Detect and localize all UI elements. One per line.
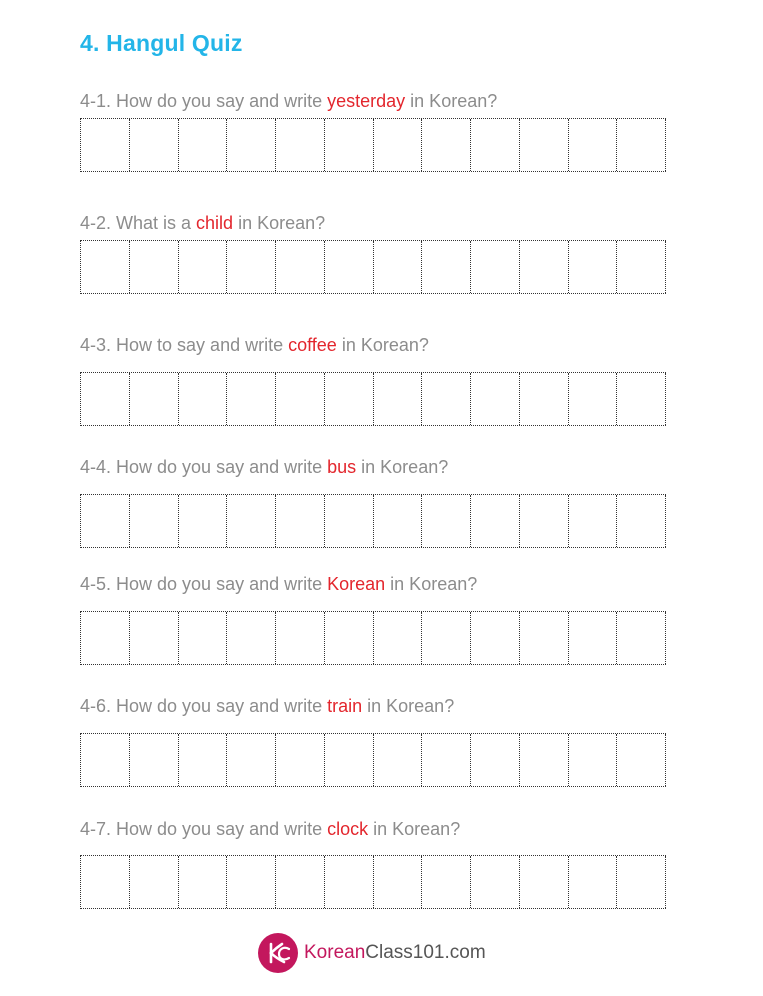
answer-cell[interactable]	[325, 495, 374, 547]
question-suffix: in Korean?	[336, 335, 429, 355]
brand-name-class101: Class101.com	[365, 942, 486, 963]
answer-cell[interactable]	[374, 612, 423, 664]
answer-cell[interactable]	[130, 241, 179, 293]
answer-cell[interactable]	[179, 856, 228, 908]
answer-cell[interactable]	[422, 495, 471, 547]
answer-cell[interactable]	[520, 373, 569, 425]
answer-cell[interactable]	[617, 612, 666, 664]
answer-cell[interactable]	[179, 612, 228, 664]
question-suffix: in Korean?	[405, 91, 498, 111]
question-keyword: Korean	[327, 574, 386, 594]
question-text	[80, 334, 429, 356]
answer-cell[interactable]	[374, 495, 423, 547]
answer-cell[interactable]	[325, 856, 374, 908]
brand-name-korean: Korean	[304, 942, 366, 963]
answer-grid	[80, 240, 666, 294]
answer-cell[interactable]	[569, 856, 618, 908]
answer-cell[interactable]	[179, 734, 228, 786]
answer-cell[interactable]	[276, 119, 325, 171]
answer-cell[interactable]	[179, 495, 228, 547]
question-prefix: 4-3. How to say and write	[80, 335, 289, 355]
answer-cell[interactable]	[130, 856, 179, 908]
answer-cell[interactable]	[374, 241, 423, 293]
answer-cell[interactable]	[617, 119, 666, 171]
answer-cell[interactable]	[81, 612, 130, 664]
answer-cell[interactable]	[325, 119, 374, 171]
answer-cell[interactable]	[130, 734, 179, 786]
question-prefix: 4-4. How do you say and write	[80, 457, 328, 477]
answer-cell[interactable]	[520, 119, 569, 171]
question-prefix: 4-1. How do you say and write	[80, 91, 328, 111]
answer-cell[interactable]	[569, 734, 618, 786]
answer-cell[interactable]	[276, 856, 325, 908]
answer-cell[interactable]	[227, 856, 276, 908]
answer-cell[interactable]	[276, 734, 325, 786]
question-keyword: train	[327, 696, 363, 716]
answer-cell[interactable]	[422, 734, 471, 786]
question-text	[80, 818, 460, 840]
answer-cell[interactable]	[325, 612, 374, 664]
answer-cell[interactable]	[325, 373, 374, 425]
answer-cell[interactable]	[569, 119, 618, 171]
question-suffix: in Korean?	[385, 574, 478, 594]
question-text	[80, 90, 497, 112]
answer-cell[interactable]	[471, 856, 520, 908]
answer-cell[interactable]	[179, 241, 228, 293]
answer-cell[interactable]	[471, 241, 520, 293]
question-keyword: coffee	[288, 335, 337, 355]
answer-cell[interactable]	[227, 373, 276, 425]
answer-cell[interactable]	[422, 612, 471, 664]
answer-grid	[80, 494, 666, 548]
question-keyword: child	[196, 213, 234, 233]
answer-cell[interactable]	[569, 495, 618, 547]
footer-brand[interactable]	[258, 932, 486, 974]
question-text	[80, 456, 448, 478]
answer-cell[interactable]	[422, 119, 471, 171]
answer-cell[interactable]	[130, 495, 179, 547]
answer-cell[interactable]	[325, 241, 374, 293]
question-prefix: 4-6. How do you say and write	[80, 696, 328, 716]
answer-cell[interactable]	[227, 612, 276, 664]
question-text	[80, 695, 454, 717]
answer-cell[interactable]	[374, 119, 423, 171]
answer-cell[interactable]	[471, 612, 520, 664]
answer-cell[interactable]	[471, 495, 520, 547]
question-suffix: in Korean?	[368, 819, 461, 839]
answer-cell[interactable]	[227, 241, 276, 293]
answer-cell[interactable]	[325, 734, 374, 786]
answer-cell[interactable]	[81, 856, 130, 908]
question-prefix: 4-5. How do you say and write	[80, 574, 328, 594]
answer-cell[interactable]	[81, 119, 130, 171]
answer-cell[interactable]	[422, 241, 471, 293]
answer-cell[interactable]	[276, 241, 325, 293]
answer-cell[interactable]	[422, 856, 471, 908]
answer-cell[interactable]	[81, 734, 130, 786]
question-keyword: yesterday	[327, 91, 406, 111]
answer-cell[interactable]	[276, 612, 325, 664]
answer-cell[interactable]	[617, 373, 666, 425]
question-suffix: in Korean?	[356, 457, 449, 477]
question-text	[80, 212, 325, 234]
answer-grid	[80, 733, 666, 787]
answer-cell[interactable]	[276, 495, 325, 547]
answer-grid	[80, 611, 666, 665]
answer-cell[interactable]	[276, 373, 325, 425]
answer-cell[interactable]	[422, 373, 471, 425]
question-prefix: 4-2. What is a	[80, 213, 197, 233]
answer-cell[interactable]	[374, 856, 423, 908]
answer-cell[interactable]	[179, 119, 228, 171]
answer-cell[interactable]	[227, 495, 276, 547]
page-title: 4. Hangul Quiz	[80, 30, 243, 56]
answer-cell[interactable]	[520, 241, 569, 293]
answer-cell[interactable]	[569, 612, 618, 664]
answer-cell[interactable]	[471, 734, 520, 786]
answer-cell[interactable]	[130, 119, 179, 171]
question-keyword: bus	[327, 457, 357, 477]
answer-cell[interactable]	[617, 734, 666, 786]
answer-cell[interactable]	[471, 373, 520, 425]
answer-cell[interactable]	[81, 241, 130, 293]
answer-cell[interactable]	[569, 241, 618, 293]
question-suffix: in Korean?	[362, 696, 455, 716]
answer-cell[interactable]	[520, 856, 569, 908]
answer-grid	[80, 118, 666, 172]
logo-mark-icon	[262, 937, 294, 969]
answer-cell[interactable]	[569, 373, 618, 425]
answer-cell[interactable]	[227, 734, 276, 786]
answer-cell[interactable]	[179, 373, 228, 425]
question-prefix: 4-7. How do you say and write	[80, 819, 328, 839]
answer-cell[interactable]	[617, 241, 666, 293]
koreanclass101-logo-icon	[258, 933, 298, 973]
answer-cell[interactable]	[617, 856, 666, 908]
answer-cell[interactable]	[520, 612, 569, 664]
answer-cell[interactable]	[374, 734, 423, 786]
answer-cell[interactable]	[617, 495, 666, 547]
answer-grid	[80, 855, 666, 909]
question-suffix: in Korean?	[233, 213, 326, 233]
answer-grid	[80, 372, 666, 426]
answer-cell[interactable]	[227, 119, 276, 171]
answer-cell[interactable]	[81, 373, 130, 425]
answer-cell[interactable]	[520, 734, 569, 786]
brand-name	[304, 942, 486, 964]
question-keyword: clock	[327, 819, 369, 839]
answer-cell[interactable]	[520, 495, 569, 547]
answer-cell[interactable]	[130, 612, 179, 664]
answer-cell[interactable]	[374, 373, 423, 425]
question-text	[80, 573, 477, 595]
answer-cell[interactable]	[471, 119, 520, 171]
answer-cell[interactable]	[81, 495, 130, 547]
answer-cell[interactable]	[130, 373, 179, 425]
